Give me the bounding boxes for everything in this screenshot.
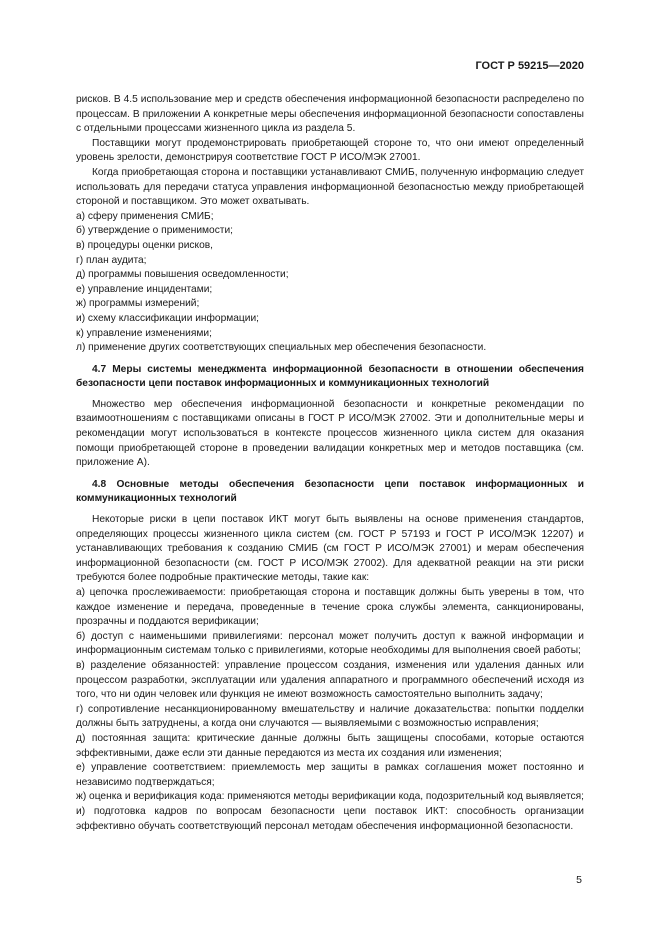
list-item: б) доступ с наименьшими привилегиями: персонал может получить доступ к важной информации и информационным системам только с привилегиями, которые необходимы для выполнения своей работы; (76, 630, 584, 657)
list-item: е) управление соответствием: приемлемость мер защиты в рамках соглашения может постоянно и независимо подтверждаться; (76, 762, 584, 788)
list-item: л) применение других соответствующих специальных мер обеспечения безопасности. (76, 342, 487, 354)
list-item: и) подготовка кадров по вопросам безопасности цепи поставок ИКТ: способность организации эффективно обучать соответствующий персонал методам обеспечения информационной безопасности. (76, 805, 584, 832)
list-item: в) разделение обязанностей: управление процессом создания, изменения или удаления данных или процессом разработки, эксплуатации или удаления аппаратного и программного обеспечений исходя из того, что ни один человек или функция не имеют возможность самостоятельно выполнить задачу; (76, 659, 584, 701)
list-item: ж) программы измерений; (76, 298, 200, 310)
list-item: б) утверждение о применимости; (76, 225, 233, 237)
smib-list (76, 210, 584, 356)
page-content (76, 93, 584, 834)
paragraph: Когда приобретающая сторона и поставщики устанавливают СМИБ, полученную информацию следует использовать для передачи статуса управления информационной безопасностью между приобретающей стороной и поставщиком. Это может охватывать. (76, 166, 584, 208)
list-item: к) управление изменениями; (76, 327, 212, 339)
list-item: ж) оценка и верификация кода: применяются методы верификации кода, подозрительный код выявляется; (76, 791, 584, 803)
document-id-header: ГОСТ Р 59215—2020 (475, 60, 584, 72)
list-item: а) цепочка прослеживаемости: приобретающая сторона и поставщик должны быть уверены в том, что каждое изменение и передача, проведенные в течение срока службы элемента, санкционированы, прозрачны и поддаются верификации; (76, 587, 584, 628)
list-item: е) управление инцидентами; (76, 283, 213, 295)
practices-list (76, 586, 584, 834)
section-heading-4-7: 4.7 Меры системы менеджмента информационной безопасности в отношении обеспечения безопасности цепи поставок информационных и коммуникационных технологий (76, 363, 584, 390)
paragraph: Поставщики могут продемонстрировать приобретающей стороне то, что они имеют определенный уровень зрелости, демонстрируя соответствие ГОСТ Р ИСО/МЭК 27001. (76, 137, 584, 164)
list-item: д) программы повышения осведомленности; (76, 269, 289, 281)
page-number: 5 (576, 874, 582, 886)
paragraph: Некоторые риски в цепи поставок ИКТ могут быть выявлены на основе применения стандартов, определяющих процессы жизненного цикла систем (см. ГОСТ Р 57193 и ГОСТ Р ИСО/МЭК 12207) и устанавливающих требования к созданию СМИБ (см ГОСТ Р ИСО/МЭК 27001) и мерам обеспечения информационной безопасности (см. ГОСТ Р ИСО/МЭК 27002). Для адекватной реакции на эти риски требуются более подробные практические методы, такие как: (76, 514, 584, 584)
list-item: а) сферу применения СМИБ; (76, 210, 214, 222)
paragraph: Множество мер обеспечения информационной безопасности и конкретные рекомендации по взаимоотношениям с поставщиками описаны в ГОСТ Р ИСО/МЭК 27002. Эти и дополнительные меры и рекомендации могут использоваться в контексте процессов жизненного цикла систем для оказания помощи приобретающей стороне в проведении валидации конкретных мер и методов поставщика (см. приложение А). (76, 398, 584, 469)
section-heading-4-8: 4.8 Основные методы обеспечения безопасности цепи поставок информационных и коммуникационных технологий (76, 478, 584, 505)
list-item: г) сопротивление несанкционированному вмешательству и наличие доказательства: попытки подделки должны быть затруднены, а когда они случаются — выявляемыми с возможностью исправления; (76, 703, 584, 730)
paragraph: рисков. В 4.5 использование мер и средств обеспечения информационной безопасности распределено по процессам. В приложении А конкретные меры обеспечения информационной безопасности сопоставлены с отдельными процессами жизненного цикла из раздела 5. (76, 94, 584, 135)
list-item: и) схему классификации информации; (76, 312, 259, 324)
list-item: в) процедуры оценки рисков, (76, 239, 213, 251)
list-item: г) план аудита; (76, 254, 147, 266)
list-item: д) постоянная защита: критические данные должны быть защищены способами, которые остаются эффективными, даже если эти данные передаются из места их создания или изменения; (76, 732, 584, 759)
